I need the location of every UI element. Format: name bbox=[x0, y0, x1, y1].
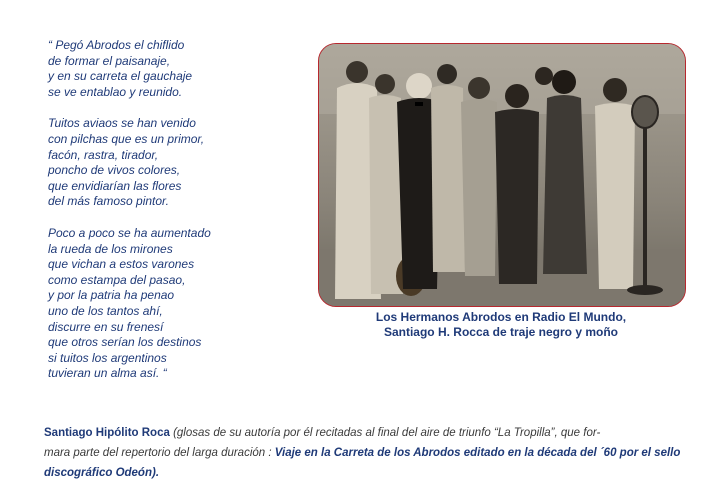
poem-line: y por la patria ha penao bbox=[48, 288, 175, 303]
poem bbox=[48, 38, 308, 398]
poem-line: tuvieran un alma así. “ bbox=[48, 366, 167, 381]
footer-text-2: mara parte del repertorio del larga duración : bbox=[44, 447, 275, 459]
photo-caption bbox=[318, 310, 684, 340]
group-photo-image bbox=[319, 44, 685, 306]
poem-stanza-2 bbox=[48, 116, 308, 210]
poem-line: del más famoso pintor. bbox=[48, 194, 169, 209]
poem-line: poncho de vivos colores, bbox=[48, 163, 181, 178]
poem-line: Tuitos aviaos se han venido bbox=[48, 116, 196, 131]
album-title: Viaje en la Carreta de los Abrodos editado en la década del ´60 por el sello discográfico Odeón). bbox=[44, 447, 681, 479]
poem-line: Poco a poco se ha aumentado bbox=[48, 225, 211, 240]
poem-line: uno de los tantos ahí, bbox=[48, 303, 163, 318]
poem-line: discurre en su frenesí bbox=[48, 319, 164, 334]
poem-line: que otros serían los destinos bbox=[48, 335, 202, 350]
footer-note bbox=[44, 423, 694, 483]
poem-stanza-3 bbox=[48, 226, 308, 382]
poem-line: con pilchas que es un primor, bbox=[48, 131, 205, 146]
poem-line: que vichan a estos varones bbox=[48, 257, 195, 272]
footer-text-1: (glosas de su autoría por él recitadas al final del aire de triunfo “La Tropilla”, que for- bbox=[169, 427, 601, 439]
poem-line: de formar el paisanaje, bbox=[48, 53, 171, 68]
poem-line: se ve entablao y reunido. bbox=[48, 84, 183, 99]
poem-line: la rueda de los mirones bbox=[48, 241, 173, 256]
poem-stanza-1 bbox=[48, 38, 308, 100]
group-photo bbox=[318, 43, 686, 307]
poem-line: que envidiarían las flores bbox=[48, 178, 182, 193]
poem-line: “ Pegó Abrodos el chiflido bbox=[48, 38, 185, 52]
poem-line: y en su carreta el gauchaje bbox=[48, 69, 193, 84]
caption-line-1: Los Hermanos Abrodos en Radio El Mundo, bbox=[375, 310, 627, 324]
poem-line: facón, rastra, tirador, bbox=[48, 147, 159, 162]
poem-line: como estampa del pasao, bbox=[48, 272, 186, 287]
poem-line: si tuitos los argentinos bbox=[48, 350, 167, 365]
caption-line-2: Santiago H. Rocca de traje negro y moño bbox=[383, 325, 619, 339]
author-name: Santiago Hipólito Roca bbox=[44, 427, 170, 439]
